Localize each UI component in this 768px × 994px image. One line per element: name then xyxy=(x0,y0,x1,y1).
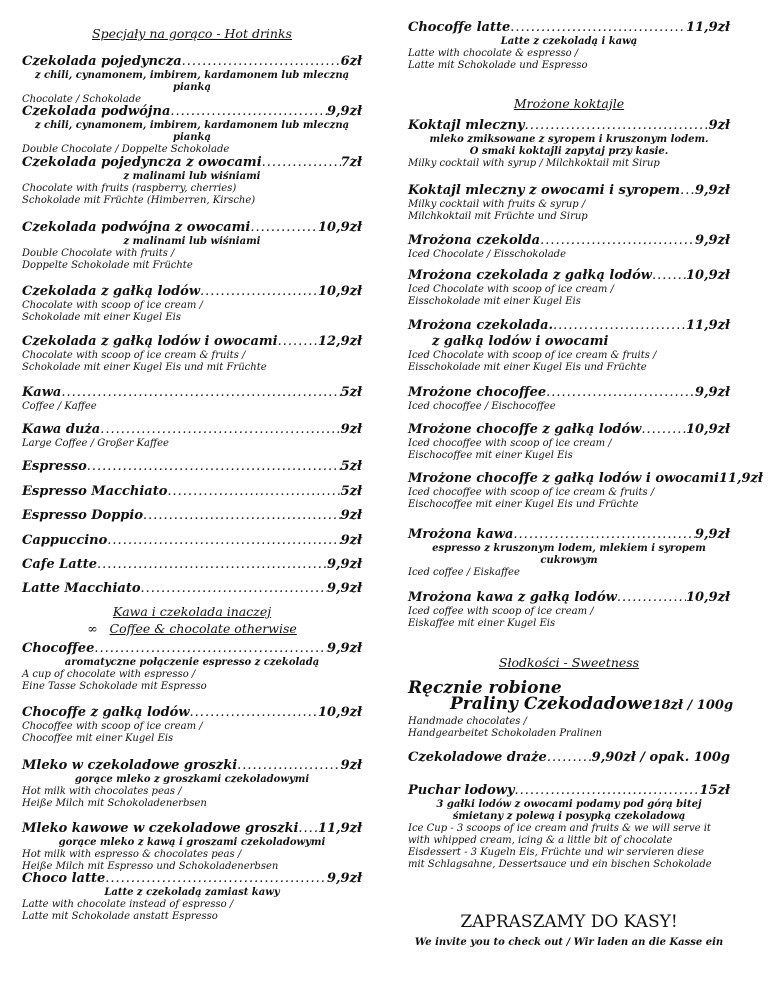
item-name: Czekolada podwójna z owocami xyxy=(22,220,251,235)
item-translation: Double Chocolate / Doppelte Schokolade xyxy=(22,144,230,155)
infinity-symbol: ∞ xyxy=(87,621,98,636)
item-price: 12,9zł xyxy=(317,334,362,349)
leader-dots xyxy=(200,284,318,300)
item-price: 9zł xyxy=(340,508,362,523)
leader-dots xyxy=(190,705,318,721)
item-translation: Iced chocoffee / Eischocoffee xyxy=(408,401,556,412)
menu-item-line xyxy=(408,183,730,199)
item-translation: Double Chocolate with fruits / xyxy=(22,248,175,259)
menu-item-line xyxy=(22,284,362,300)
item-translation: Heiße Milch mit Espresso und Schokoladenerbsen xyxy=(22,861,279,872)
item-translation: Chocolate / Schokolade xyxy=(22,94,142,105)
otherwise-heading-pl: Kawa i czekolada inaczej xyxy=(112,604,272,619)
leader-dots xyxy=(680,183,695,199)
item-translation: Chocolate with scoop of ice cream & fruits / xyxy=(22,350,246,361)
menu-item-line xyxy=(408,318,730,334)
item-price: 5zł xyxy=(340,484,362,499)
menu-item xyxy=(22,557,362,573)
item-name: Mrożone chocoffee xyxy=(408,385,547,400)
item-name: Czekolada z gałką lodów i owocami xyxy=(22,334,278,349)
item-name-cont: z gałką lodów i owocami xyxy=(432,334,609,349)
menu-item xyxy=(408,590,730,630)
item-translation: Schokolade mit Früchte (Himberren, Kirsche) xyxy=(22,195,256,206)
item-translation: Schokolade mit einer Kugel Eis xyxy=(22,312,181,323)
item-price: 9zł xyxy=(708,118,730,133)
leader-dots xyxy=(278,334,318,350)
item-translation: Latte with chocolate & espresso / xyxy=(408,48,579,59)
leader-dots xyxy=(167,484,340,500)
item-price: 9,9zł xyxy=(694,233,730,248)
menu-item-line xyxy=(22,871,362,887)
item-name: Espresso xyxy=(22,459,87,474)
menu-item-line xyxy=(408,233,730,249)
item-name: Mrożona kawa xyxy=(408,527,514,542)
item-translation: Eisschokolade mit einer Kugel Eis xyxy=(408,296,581,307)
menu-item-line xyxy=(22,705,362,721)
leader-dots xyxy=(237,758,340,774)
item-translation: Eisschokolade mit einer Kugel Eis und Früchte xyxy=(408,362,647,373)
menu-item-line xyxy=(408,268,730,284)
menu-item-line xyxy=(22,484,362,500)
menu-item xyxy=(22,385,362,413)
menu-item xyxy=(22,533,362,549)
item-translation: Doppelte Schokolade mit Früchte xyxy=(22,260,193,271)
menu-item xyxy=(408,268,730,308)
item-name: Czekolada pojedyncza z owocami xyxy=(22,155,262,170)
menu-item-line xyxy=(22,508,362,524)
item-name: Chocoffee xyxy=(22,641,95,656)
item-translation: Coffee / Kaffee xyxy=(22,401,97,412)
item-polish-desc-2: O smaki koktajli zapytaj przy kasie. xyxy=(469,146,669,157)
menu-item xyxy=(408,118,730,170)
menu-item xyxy=(22,334,362,374)
item-polish-desc: mleko zmiksowane z syropem i kruszonym lodem. xyxy=(429,134,709,145)
item-translation: Latte with chocolate instead of espresso / xyxy=(22,899,234,910)
menu-item xyxy=(22,459,362,475)
item-polish-desc-2: cukrowym xyxy=(540,555,598,566)
item-translation: Iced Chocolate / Eisschokolade xyxy=(408,249,566,260)
item-polish-desc: espresso z kruszonym lodem, mlekiem i syropem xyxy=(432,543,706,554)
item-price: 9zł xyxy=(340,422,362,437)
menu-item-line xyxy=(22,581,362,597)
item-translation: Eine Tasse Schokolade mit Espresso xyxy=(22,681,207,692)
menu-item xyxy=(22,104,362,156)
item-name: Espresso Macchiato xyxy=(22,484,168,499)
item-price: 9,9zł xyxy=(326,557,362,572)
leader-dots xyxy=(141,581,327,597)
menu-item xyxy=(22,758,362,810)
leader-dots xyxy=(553,318,686,334)
item-name: Latte Macchiato xyxy=(22,581,141,596)
item-polish-desc: gorące mleko z groszkami czekoladowymi xyxy=(74,774,310,785)
item-price: 9,9zł xyxy=(326,581,362,596)
menu-item-line xyxy=(408,385,730,401)
sweetness-heading: Słodkości - Sweetness xyxy=(498,655,640,670)
item-name: Chocoffe z gałką lodów xyxy=(22,705,190,720)
item-price: 11,9zł xyxy=(718,471,763,486)
leader-dots xyxy=(250,220,318,236)
leader-dots xyxy=(107,533,340,549)
item-name: Choco latte xyxy=(22,871,106,886)
item-name: Mleko kawowe w czekoladowe groszki xyxy=(22,821,299,836)
menu-item-line xyxy=(22,557,362,573)
item-price: 9,9zł xyxy=(326,871,362,886)
menu-item xyxy=(22,484,362,500)
menu-item-line xyxy=(22,104,362,120)
item-price: 5zł xyxy=(340,459,362,474)
menu-item xyxy=(22,871,362,923)
pralines-line2: Praliny Czekodadowe 18zł / 100g xyxy=(450,694,734,714)
item-polish-desc: gorące mleko z kawą i groszami czekoladowymi xyxy=(58,837,326,848)
menu-item xyxy=(408,20,730,72)
item-price: 10,9zł xyxy=(685,422,730,437)
menu-item-line xyxy=(408,118,730,134)
menu-item xyxy=(408,422,730,462)
hot-drinks-heading: Specjały na gorąco - Hot drinks xyxy=(92,26,292,41)
item-translation: Chocoffee mit einer Kugel Eis xyxy=(22,733,174,744)
item-translation: Hot milk with espresso & chocolates peas / xyxy=(22,849,242,860)
item-price: 9,9zł xyxy=(326,641,362,656)
menu-item-line xyxy=(408,590,730,606)
leader-dots xyxy=(97,557,327,573)
leader-dots xyxy=(170,104,327,120)
menu-item-line xyxy=(408,20,730,36)
item-name: Kawa xyxy=(22,385,62,400)
menu-item-line xyxy=(22,821,362,837)
item-polish-desc: z malinami lub wiśniami xyxy=(123,171,261,182)
leader-dots xyxy=(652,268,686,284)
item-price: 7zł xyxy=(340,155,362,170)
item-name: Mrożona kawa z gałką lodów xyxy=(408,590,617,605)
leader-dots xyxy=(105,871,327,887)
item-translation: Large Coffee / Großer Kaffee xyxy=(22,438,169,449)
menu-item-line xyxy=(22,155,362,171)
item-price: 6zł xyxy=(340,54,362,69)
menu-item xyxy=(408,385,730,413)
pralines-item xyxy=(408,678,734,740)
item-polish-desc: z malinami lub wiśniami xyxy=(123,236,261,247)
frozen-heading: Mrożone koktajle xyxy=(513,96,625,111)
menu-item-line xyxy=(22,459,362,475)
item-translation: Chocoffee with scoop of ice cream / xyxy=(22,721,203,732)
pralines-desc: Handmade chocolates / Handgearbeitet Schokoladen Pralinen xyxy=(408,716,602,739)
item-price: 9,9zł xyxy=(326,104,362,119)
item-name: Mrożona czekolada. xyxy=(408,318,554,333)
item-price: 11,9zł xyxy=(317,821,362,836)
menu-item-line xyxy=(22,533,362,549)
menu-item xyxy=(22,705,362,745)
item-price: 9,9zł xyxy=(694,183,730,198)
menu-item xyxy=(408,471,763,511)
item-name: Mrożona czekolda xyxy=(408,233,541,248)
menu-item xyxy=(22,220,362,272)
item-price: 11,9zł xyxy=(685,318,730,333)
menu-item-line xyxy=(22,758,362,774)
menu-item xyxy=(22,155,362,207)
item-price: 10,9zł xyxy=(685,268,730,283)
item-name: Chocoffe latte xyxy=(408,20,511,35)
leader-dots xyxy=(641,422,686,438)
menu-item-line xyxy=(408,422,730,438)
leader-dots xyxy=(143,508,341,524)
pralines-line1: Ręcznie robione xyxy=(408,678,562,698)
item-name: Mrożone chocoffe z gałką lodów xyxy=(408,422,642,437)
item-name: Czekolada pojedyncza xyxy=(22,54,182,69)
item-translation: Iced coffee / Eiskaffee xyxy=(408,567,520,578)
item-name: Czekolada podwójna xyxy=(22,104,171,119)
menu-item-line xyxy=(408,471,763,487)
menu-item xyxy=(22,508,362,524)
item-translation: Milchkoktail mit Früchte und Sirup xyxy=(408,211,588,222)
menu-item-line xyxy=(22,641,362,657)
item-translation: A cup of chocolate with espresso / xyxy=(22,669,196,680)
item-translation: Eischocoffee mit einer Kugel Eis und Früchte xyxy=(408,499,639,510)
item-price: 10,9zł xyxy=(317,220,362,235)
item-price: 9zł xyxy=(340,533,362,548)
menu-item-line xyxy=(22,220,362,236)
item-polish-desc: z chili, cynamonem, imbirem, kardamonem lub mleczną pianką xyxy=(34,70,350,93)
item-translation: Iced Chocolate with scoop of ice cream / xyxy=(408,284,614,295)
item-translation: Latte mit Schokolade anstatt Espresso xyxy=(22,911,218,922)
item-translation: Hot milk with chocolates peas / xyxy=(22,786,182,797)
item-price: 9,9zł xyxy=(694,385,730,400)
otherwise-heading-line xyxy=(22,621,362,636)
leader-dots xyxy=(298,821,318,837)
leader-dots xyxy=(87,459,341,475)
menu-item xyxy=(408,183,730,223)
item-translation: Latte mit Schokolade und Espresso xyxy=(408,60,588,71)
leader-dots xyxy=(617,590,686,606)
item-name: Mrożona czekolada z gałką lodów xyxy=(408,268,652,283)
menu-item xyxy=(22,54,362,106)
item-translation: Iced coffee with scoop of ice cream / xyxy=(408,606,594,617)
leader-dots xyxy=(262,155,341,171)
item-name: Czekolada z gałką lodów xyxy=(22,284,201,299)
menu-item xyxy=(22,422,362,450)
item-translation: Eischocoffee mit einer Kugel Eis xyxy=(408,450,573,461)
menu-item xyxy=(408,233,730,261)
menu-item xyxy=(408,527,730,579)
item-name: Kawa duża xyxy=(22,422,101,437)
item-name: Koktajl mleczny z owocami i syropem xyxy=(408,183,681,198)
item-name: Espresso Doppio xyxy=(22,508,144,523)
invite-heading: ZAPRASZAMY DO KASY! xyxy=(460,912,678,932)
item-polish-desc: Latte z czekoladą zamiast kawy xyxy=(104,887,280,898)
item-name: Mrożone chocoffe z gałką lodów i owocami xyxy=(408,471,719,486)
item-translation: Chocolate with scoop of ice cream / xyxy=(22,300,203,311)
item-translation: Iced Chocolate with scoop of ice cream & fruits / xyxy=(408,350,657,361)
leader-dots xyxy=(540,233,695,249)
item-name: Cafe Latte xyxy=(22,557,98,572)
item-name: Mleko w czekoladowe groszki xyxy=(22,758,238,773)
dragee-item: Czekoladowe draże ..... 9,90zł / opak. 100g xyxy=(408,750,730,766)
invite-subtitle: We invite you to check out / Wir laden an die Kasse ein xyxy=(414,937,724,948)
ice-cup-item: Puchar lodowy ..... 15zł 3 gałki lodów z owocami podamy pod górą bitej śmietany z polewą i posypką czekoladową Ice Cup - 3 scoops of ice cream and fruits & we will serve it with whipped cream, icing & a little bit of chocolate Eisdessert - 3 Kugeln Eis, Früchte und wir servieren diese mit Schlagsahne, Dessertsauce und ein bischen Schokolade xyxy=(408,783,730,871)
item-name: Cappuccino xyxy=(22,533,108,548)
menu-item-line xyxy=(22,54,362,70)
menu-item xyxy=(22,581,362,597)
item-translation: Chocolate with fruits (raspberry, cherries) xyxy=(22,183,237,194)
item-translation: Iced chocoffee with scoop of ice cream / xyxy=(408,438,612,449)
menu-item xyxy=(22,284,362,324)
item-price: 9,9zł xyxy=(694,527,730,542)
leader-dots xyxy=(510,20,686,36)
leader-dots xyxy=(61,385,340,401)
item-polish-desc: Latte z czekoladą i kawą xyxy=(500,36,638,47)
menu-item xyxy=(408,318,730,374)
item-polish-desc: aromatyczne połączenie espresso z czekoladą xyxy=(64,657,320,668)
menu-item-line xyxy=(408,527,730,543)
menu-item-line xyxy=(22,385,362,401)
item-translation: Eiskaffee mit einer Kugel Eis xyxy=(408,618,556,629)
leader-dots xyxy=(100,422,340,438)
item-price: 10,9zł xyxy=(317,284,362,299)
leader-dots xyxy=(546,385,695,401)
item-translation: Schokolade mit einer Kugel Eis und mit Früchte xyxy=(22,362,267,373)
item-translation: Iced chocoffee with scoop of ice cream & fruits / xyxy=(408,487,655,498)
menu-item-line xyxy=(22,422,362,438)
leader-dots xyxy=(525,118,709,134)
item-translation: Milky cocktail with fruits & syrup / xyxy=(408,199,586,210)
item-name: Koktajl mleczny xyxy=(408,118,525,133)
menu-item xyxy=(22,641,362,693)
menu-item xyxy=(22,821,362,873)
item-price: 10,9zł xyxy=(317,705,362,720)
item-polish-desc: z chili, cynamonem, imbirem, kardamonem lub mleczną pianką xyxy=(34,120,350,143)
leader-dots xyxy=(182,54,341,70)
item-price: 10,9zł xyxy=(685,590,730,605)
item-translation: Heiße Milch mit Schokoladenerbsen xyxy=(22,798,207,809)
item-price: 5zł xyxy=(340,385,362,400)
leader-dots xyxy=(513,527,695,543)
otherwise-heading-en: Coffee & chocolate otherwise xyxy=(109,621,297,636)
item-price: 11,9zł xyxy=(685,20,730,35)
item-price: 9zł xyxy=(340,758,362,773)
item-translation: Milky cocktail with syrup / Milchkoktail mit Sirup xyxy=(408,158,660,169)
leader-dots xyxy=(94,641,327,657)
menu-item-line xyxy=(22,334,362,350)
